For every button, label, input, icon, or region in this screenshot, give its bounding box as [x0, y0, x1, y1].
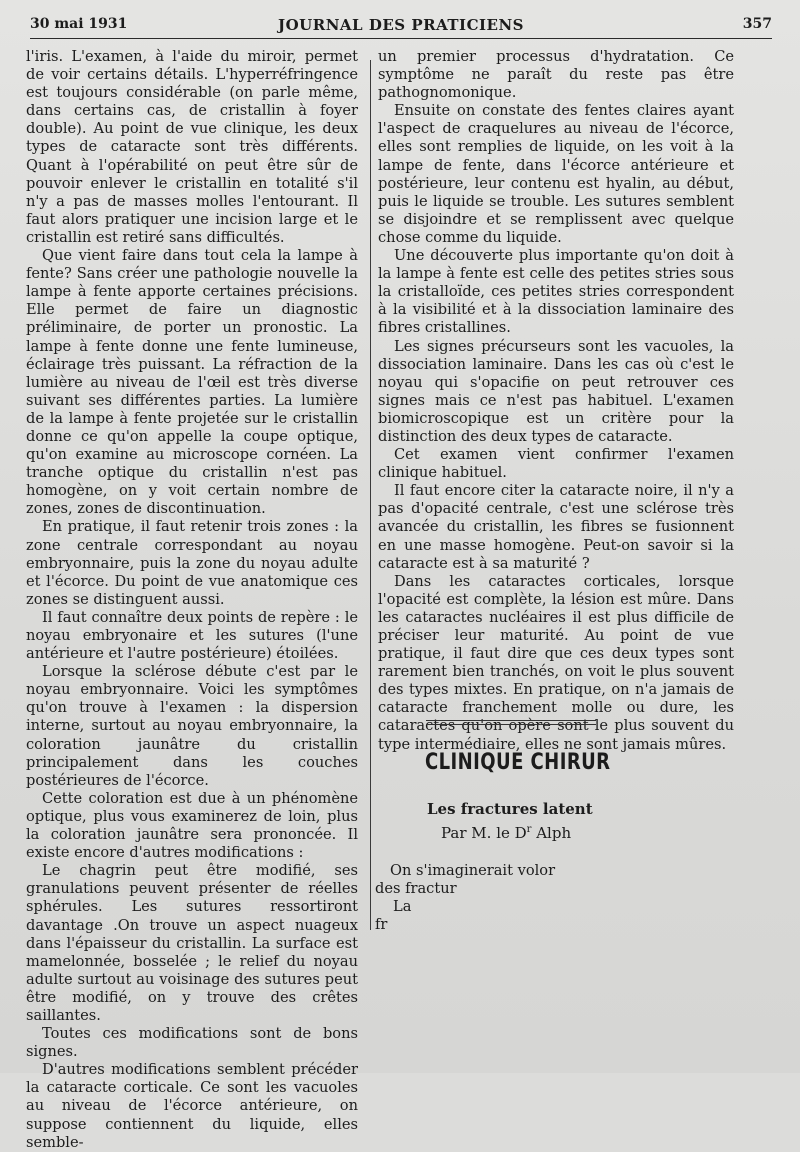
header-date: 30 mai 1931	[30, 16, 128, 32]
paragraph: Une découverte plus importante qu'on doit à la lampe à fente est celle des petites stries sous la cristalloïde, ces petites stries correspondent à la visibilité et à la dissociation laminaire des fibres cristallines.	[378, 247, 734, 337]
paragraph: En pratique, il faut retenir trois zones : la zone centrale correspondant au noyau embryonnaire, puis la zone du noyau adulte et l'écorce. Du point de vue anatomique ces zones se distinguent aussi.	[26, 518, 358, 608]
paragraph: Ensuite on constate des fentes claires ayant l'aspect de craquelures au niveau de l'écorce, elles sont remplies de liquide, on les voit à la lampe de fente, dans l'écorce antérieure et postérieure, leur contenu est hyalin, au début, puis le liquide se trouble. Les sutures semblent se disjoindre et se remplissent avec quelque chose comme du liquide.	[378, 102, 734, 246]
right-column	[378, 48, 734, 754]
header-journal-title: JOURNAL DES PRATICIENS	[278, 16, 524, 34]
paragraph: D'autres modifications semblent précéder la cataracte corticale. Ce sont les vacuoles au niveau de l'écorce antérieure, on suppose contiennent du liquide, elles semble-	[26, 1061, 358, 1151]
paragraph: Lorsque la sclérose débute c'est par le noyau embryonnaire. Voici les symptômes qu'on trouve à l'examen : la dispersion interne, surtout au noyau embryonnaire, la coloration jaunâtre du cristallin principalement dans les couches postérieures de l'écorce.	[26, 663, 358, 789]
article-title: Les fractures latent	[427, 800, 593, 818]
paragraph: Toutes ces modifications sont de bons signes.	[26, 1025, 358, 1061]
paragraph: Cet examen vient confirmer l'examen clinique habituel.	[378, 446, 734, 482]
paragraph: Il faut encore citer la cataracte noire, il n'y a pas d'opacité centrale, c'est une sclérose très avancée du cristallin, les fibres se fusionnent en une masse homogène. Peut-on savoir si la cataracte est à sa maturité ?	[378, 482, 734, 572]
header-page-number: 357	[742, 16, 772, 32]
article-byline	[441, 824, 571, 842]
paragraph: un premier processus d'hydratation. Ce symptôme ne paraît du reste pas être pathognomonique.	[378, 48, 734, 102]
paragraph: Le chagrin peut être modifié, ses granulations peuvent présenter de réelles sphérules. Les sutures ressortiront davantage .On trouve un aspect nuageux dans l'épaisseur du cristallin. La surface est mamelonnée, bosselée ; le relief du noyau adulte surtout au voisinage des sutures peut être modifié, on y trouve des crêtes saillantes.	[26, 862, 358, 1024]
paragraph: Les signes précurseurs sont les vacuoles, la dissociation laminaire. Dans les cas où c'est le noyau qui s'opacifie on peut retrouver ces signes mais ce n'est pas habituel. L'examen biomicroscopique est un critère pour la distinction des deux types de cataracte.	[378, 337, 734, 445]
paragraph: l'iris. L'examen, à l'aide du miroir, permet de voir certains détails. L'hyperréfringence est toujours considérable (on parle même, dans certains cas, de cristallin à foyer double). Au point de vue clinique, les deux types de cataracte sont très différents. Quant à l'opérabilité on peut être sûr de pouvoir enlever le cristallin en totalité s'il n'y a pas de masses molles l'entourant. Il faut alors pratiquer une incision large et le cristallin est retiré sans difficultés.	[26, 48, 358, 246]
paragraph: Il faut connaître deux points de repère : le noyau embryonaire et les sutures (l'une antérieure et l'autre postérieure) étoilées.	[26, 608, 358, 663]
article-text-fragment: des fractur	[375, 880, 457, 897]
article-text-fragment: La	[393, 898, 412, 915]
article-text-fragment: On s'imaginerait volor	[390, 862, 556, 879]
paragraph: Dans les cataractes corticales, lorsque l'opacité est complète, la lésion est mûre. Dans les cataractes nucléaires il est plus difficile de préciser leur maturité. Au point de vue pratique, il faut dire que ces deux types sont rarement bien tranchés, on voit le plus souvent des types mixtes. En pratique, on n'a jamais de cataracte franchement molle ou dure, les cataractes qu'on opère sont le plus souvent du type intermédiaire, elles ne sont jamais mûres.	[378, 572, 734, 753]
column-rule	[370, 60, 371, 930]
section-title: CLINIQUE CHIRUR	[425, 750, 611, 775]
byline-prefix: Par M. le D	[441, 824, 527, 842]
page-header	[30, 14, 772, 39]
article-text-fragment: fr	[375, 916, 388, 933]
byline-sup: r	[526, 824, 532, 835]
byline-name: Alph	[531, 824, 572, 842]
left-column	[26, 48, 358, 1152]
paragraph: Cette coloration est due à un phénomène optique, plus vous examinerez de loin, plus la coloration jaunâtre sera prononcée. Il existe encore d'autres modifications :	[26, 789, 358, 862]
paragraph: Que vient faire dans tout cela la lampe à fente? Sans créer une pathologie nouvelle la lampe à fente apporte certaines précisions. Elle permet de faire un diagnostic préliminaire, de porter un pronostic. La lampe à fente donne une fente lumineuse, éclairage très puissant. La réfraction de la lumière au niveau de l'œil est très diverse suivant ses différentes parties. La lumière de la lampe à fente projetée sur le cristallin donne ce qu'on appelle la coupe optique, qu'on examine au microscope cornéen. La tranche optique du cristallin n'est pas homogène, on y voit certain nombre de zones, zones de discontinuation.	[26, 247, 358, 518]
section-divider	[426, 720, 596, 725]
